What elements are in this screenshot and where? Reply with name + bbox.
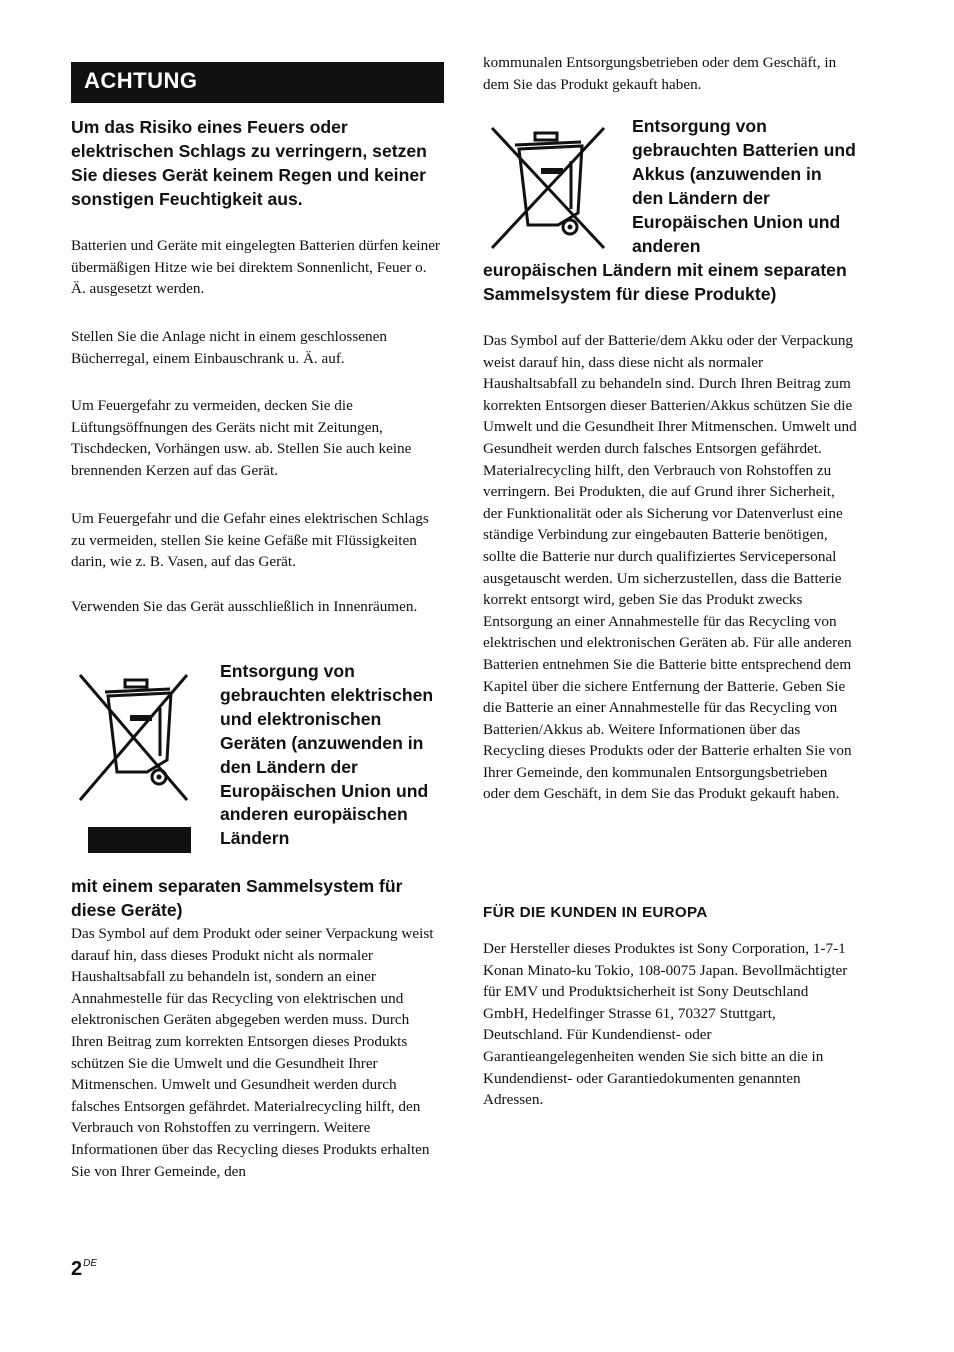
paragraph-liquids: Um Feuergefahr und die Gefahr eines elektrischen Schlags zu vermeiden, stellen Sie keine Gefäße mit Flüssigkeiten darin, wie z. B. Vasen, auf das Gerät. — [71, 510, 429, 571]
heading-title: ACHTUNG — [84, 68, 198, 93]
warning-bold-text: Um das Risiko eines Feuers oder elektrischen Schlags zu verringern, setzen Sie dieses Gerät keinem Regen und keiner sonstigen Feuchtigkeit aus. — [71, 117, 427, 209]
battery-title-continued: europäischen Ländern mit einem separaten Sammelsystem für diese Produkte) — [483, 260, 847, 304]
page-language-code: DE — [83, 1258, 98, 1269]
page-number — [71, 1258, 97, 1281]
paragraph-bookshelf: Stellen Sie die Anlage nicht in einem geschlossenen Bücherregal, einem Einbauschrank u. Ä. auf. — [71, 328, 387, 367]
europe-heading: FÜR DIE KUNDEN IN EUROPA — [483, 904, 708, 921]
battery-title: Entsorgung von gebrauchten Batterien und Akkus (anzuwenden in den Ländern der Europäischen Union und anderen — [632, 116, 856, 256]
weee-title-continued: mit einem separaten Sammelsystem für diese Geräte) — [71, 876, 403, 920]
heading-bar — [71, 62, 444, 103]
battery-body: Das Symbol auf der Batterie/dem Akku oder der Verpackung weist darauf hin, dass diese nicht als normaler Haushaltsabfall zu behandeln sind. Durch Ihren Beitrag zum korrekten Entsorgen dieser Batterien/Akkus schützen Sie die Umwelt und die Gesundheit Ihrer Mitmenschen. Umwelt und Gesundheit werden durch falsches Entsorgen gefährdet. Materialrecycling hilft, den Verbrauch von Rohstoffen zu verringern. Bei Produkten, die auf Grund ihrer Sicherheit, der Funktionalität oder als Sicherung vor Datenverlust eine ständige Verbindung zur eingebauten Batterie benötigen, sollte die Batterie nur durch qualifiziertes Servicepersonal ausgetauscht werden. Um sicherzustellen, dass die Batterie korrekt entsorgt wird, geben Sie das Produkt zwecks Entsorgung an einer Annahmestelle für das Recycling von elektrischen und elektronischen Geräten ab. Für alle anderen Batterien entnehmen Sie die Batterie bitte entsprechend dem Kapitel über die sichere Entfernung der Batterie. Geben Sie die Batterie an einer Annahmestelle für das Recycling von Batterien/Akkus ab. Weitere Informationen über das Recycling dieses Produkts oder der Batterie erhalten Sie von Ihrer Gemeinde, den kommunalen Entsorgungsbetrieben oder dem Geschäft, in dem Sie das Produkt gekauft haben. — [483, 332, 857, 803]
paragraph-ventilation: Um Feuergefahr zu vermeiden, decken Sie die Lüftungsöffnungen des Geräts nicht mit Zeitungen, Tischdecken, Vorhängen usw. ab. Stellen Sie auch keine brennenden Kerzen auf das Gerät. — [71, 397, 412, 479]
weee-body-continued: kommunalen Entsorgungsbetrieben oder dem Geschäft, in dem Sie das Produkt gekauft haben. — [483, 54, 837, 93]
paragraph-indoor: Verwenden Sie das Gerät ausschließlich in Innenräumen. — [71, 598, 418, 615]
weee-title: Entsorgung von gebrauchten elektrischen und elektronischen Geräten (anzuwenden in den Ländern der Europäischen Union und anderen europäischen Ländern — [220, 661, 434, 849]
crossed-out-battery-bin-icon — [487, 123, 611, 253]
weee-body: Das Symbol auf dem Produkt oder seiner Verpackung weist darauf hin, dass dieses Produkt nicht als normaler Haushaltsabfall zu behandeln ist, sondern an einer Annahmestelle für das Recycling von elektrischen und elektronischen Geräten abgegeben werden muss. Durch Ihren Beitrag zum korrekten Entsorgen dieses Produkts schützen Sie die Umwelt und die Gesundheit Ihrer Mitmenschen. Umwelt und Gesundheit werden durch falsches Entsorgen gefährdet. Materialrecycling hilft, den Verbrauch von Rohstoffen zu verringern. Weitere Informationen über das Recycling dieses Produkts erhalten Sie von Ihrer Gemeinde, den — [71, 925, 434, 1180]
page-number-value: 2 — [71, 1258, 83, 1280]
europe-body: Der Hersteller dieses Produktes ist Sony Corporation, 1-7-1 Konan Minato-ku Tokio, 108-0075 Japan. Bevollmächtigter für EMV und Produktsicherheit ist Sony Deutschland GmbH, Hedelfinger Strasse 61, 70327 Stuttgart, Deutschland. Für Kundendienst- oder Garantieangelegenheiten wenden Sie sich bitte an die in Kundendienst- oder Garantiedokumenten genannten Adressen. — [483, 940, 848, 1109]
crossed-out-wheelie-bin-icon — [75, 670, 195, 860]
paragraph-batteries-heat: Batterien und Geräte mit eingelegten Batterien dürfen keiner übermäßigen Hitze wie bei direktem Sonnenlicht, Feuer o. Ä. ausgesetzt werden. — [71, 237, 440, 298]
